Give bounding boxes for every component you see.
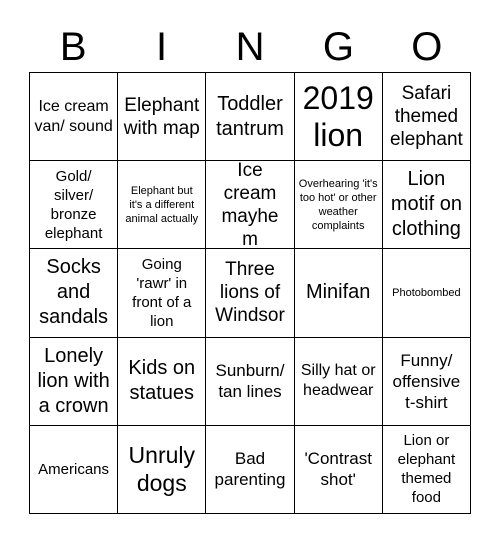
cell-label: Elephant with map: [123, 94, 200, 139]
bingo-cell[interactable]: [383, 249, 471, 337]
cell-label: Minifan: [305, 281, 371, 304]
bingo-card: [29, 72, 471, 514]
header-letter-b: B: [59, 25, 87, 69]
cell-label: Lonely lion with a crown: [37, 344, 110, 417]
bingo-cell[interactable]: [383, 161, 471, 249]
cell-label: 2019 lion: [302, 79, 374, 153]
bingo-cell[interactable]: [295, 161, 383, 249]
header-letter-g: G: [322, 25, 354, 69]
bingo-cell[interactable]: [30, 73, 118, 161]
bingo-cell[interactable]: [30, 161, 118, 249]
cell-label: Toddler tantrum: [216, 92, 284, 140]
cell-label: Bad parenting: [214, 449, 286, 490]
cell-label: Overhearing 'it's too hot' or other weather complaints: [298, 177, 378, 232]
bingo-cell[interactable]: [383, 73, 471, 161]
bingo-cell[interactable]: [206, 338, 294, 426]
bingo-cell[interactable]: [383, 338, 471, 426]
header-letter-o: O: [411, 25, 443, 69]
bingo-cell[interactable]: [30, 249, 118, 337]
cell-label: Photobombed: [392, 286, 461, 299]
bingo-cell[interactable]: [206, 161, 294, 249]
header-letter-i: I: [156, 25, 168, 69]
bingo-cell[interactable]: [118, 426, 206, 514]
cell-label: Elephant but it's a different animal actually: [125, 184, 199, 225]
bingo-cell[interactable]: [30, 338, 118, 426]
cell-label: Safari themed elephant: [389, 83, 463, 151]
cell-label: Funny/ offensive t-shirt: [392, 350, 461, 412]
cell-label: Lion or elephant themed food: [397, 432, 456, 507]
bingo-cell[interactable]: [383, 426, 471, 514]
bingo-cell[interactable]: [118, 161, 206, 249]
bingo-cell[interactable]: [30, 426, 118, 514]
cell-label: Lion motif on clothing: [390, 168, 462, 241]
cell-label: Gold/ silver/ bronze elephant: [44, 167, 103, 242]
cell-label: Sunburn/ tan lines: [215, 361, 285, 402]
bingo-cell[interactable]: [206, 73, 294, 161]
header-letter-n: N: [235, 25, 265, 69]
cell-label: Socks and sandals: [39, 256, 109, 329]
cell-label: Three lions of Windsor: [215, 259, 285, 327]
bingo-cell[interactable]: [206, 426, 294, 514]
bingo-cell[interactable]: [295, 249, 383, 337]
bingo-cell[interactable]: [295, 426, 383, 514]
bingo-cell[interactable]: [118, 249, 206, 337]
cell-label: Unruly dogs: [128, 442, 196, 497]
cell-label: Ice cream van/ sound: [34, 97, 113, 135]
cell-label: Going 'rawr' in front of a lion: [132, 255, 192, 330]
cell-label: Silly hat or headwear: [300, 362, 376, 400]
bingo-cell[interactable]: [118, 73, 206, 161]
bingo-cell[interactable]: [295, 338, 383, 426]
cell-label: Ice cream mayhem: [221, 161, 279, 250]
cell-label: Americans: [38, 460, 110, 478]
bingo-cell[interactable]: [118, 338, 206, 426]
bingo-cell[interactable]: [206, 249, 294, 337]
bingo-header: [29, 22, 471, 72]
cell-label: 'Contrast shot': [304, 449, 372, 490]
cell-label: Kids on statues: [128, 357, 196, 405]
bingo-cell[interactable]: [295, 73, 383, 161]
